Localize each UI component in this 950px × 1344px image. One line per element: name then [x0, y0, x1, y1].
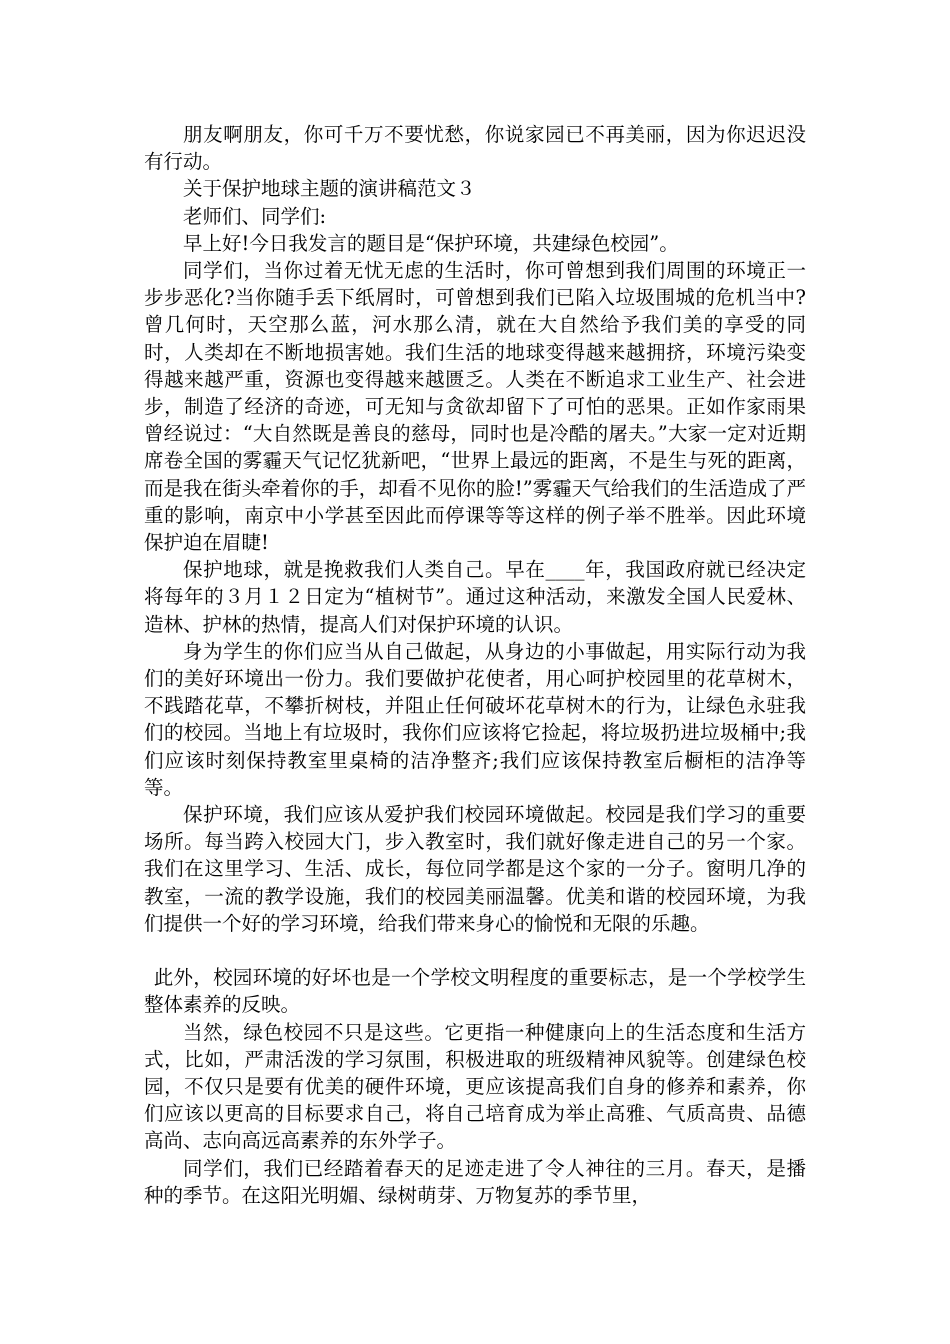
document-page: [144, 121, 806, 1209]
paragraph-closing-line: 朋友啊朋友，你可千万不要忧愁，你说家园已不再美丽，因为你迟迟没有行动。: [144, 123, 806, 174]
essay-title: 关于保护地球主题的演讲稿范文３: [183, 177, 476, 201]
paragraph-arbor-day: 保护地球，就是挽救我们人类自己。早在____年，我国政府就已经决定将每年的３月１２日定为“植树节”。通过这种活动，来激发全国人民爱林、造林、护林的热情，提高人们对保护环境的认识。: [144, 558, 806, 636]
paragraph-campus-care: 保护环境，我们应该从爱护我们校园环境做起。校园是我们学习的重要场所。每当跨入校园大门，步入教室时，我们就好像走进自己的另一个家。我们在这里学习、生活、成长，每位同学都是这个家的一分子。窗明几净的教室，一流的教学设施，我们的校园美丽温馨。优美和谐的校园环境，为我们提供一个好的学习环境，给我们带来身心的愉悦和无限的乐趣。: [144, 803, 806, 935]
paragraph-environment-worsening: 同学们，当你过着无忧无虑的生活时，你可曾想到我们周围的环境正一步步恶化?当你随手丢下纸屑时，可曾想到我们已陷入垃圾围城的危机当中?曾几何时，天空那么蓝，河水那么清，就在大自然给予我们美的享受的同时，人类却在不断地损害她。我们生活的地球变得越来越拥挤，环境污染变得越来越严重，资源也变得越来越匮乏。人类在不断追求工业生产、社会进步，制造了经济的奇迹，可无知与贪欲却留下了可怕的恶果。正如作家雨果曾经说过：“大自然既是善良的慈母，同时也是冷酷的屠夫。”大家一定对近期席卷全国的雾霾天气记忆犹新吧，“世界上最远的距离，不是生与死的距离，而是我在街头牵着你的手，却看不见你的脸!”雾霾天气给我们的生活造成了严重的影响，南京中小学甚至因此而停课等等这样的例子举不胜举。因此环境保护迫在眉睫!: [144, 259, 806, 555]
blank-line: [144, 937, 806, 964]
paragraph-campus-civility: 此外，校园环境的好坏也是一个学校文明程度的重要标志，是一个学校学生整体素养的反映。: [144, 966, 806, 1017]
paragraph-green-campus: 当然，绿色校园不只是这些。它更指一种健康向上的生活态度和生活方式，比如，严肃活泼的学习氛围，积极进取的班级精神风貌等。创建绿色校园，不仅只是要有优美的硬件环境，更应该提高我们自身的修养和素养，你们应该以更高的目标要求自己，将自己培育成为举止高雅、气质高贵、品德高尚、志向高远高素养的东外学子。: [144, 1020, 806, 1153]
paragraph-students-act: 身为学生的你们应当从自己做起，从身边的小事做起，用实际行动为我们的美好环境出一份力。我们要做护花使者，用心呵护校园里的花草树木，不践踏花草，不攀折树枝，并阻止任何破坏花草树木的行为，让绿色永驻我们的校园。当地上有垃圾时，我你们应该将它捡起，将垃圾扔进垃圾桶中;我们应该时刻保持教室里桌椅的洁净整齐;我们应该保持教室后橱柜的洁净等等。: [144, 639, 806, 799]
greeting: 老师们、同学们:: [183, 204, 327, 228]
paragraph-spring: 同学们，我们已经踏着春天的足迹走进了令人神往的三月。春天，是播种的季节。在这阳光明媚、绿树萌芽、万物复苏的季节里，: [144, 1156, 806, 1207]
opening-line: 早上好!今日我发言的题目是“保护环境，共建绿色校园”。: [183, 231, 679, 255]
